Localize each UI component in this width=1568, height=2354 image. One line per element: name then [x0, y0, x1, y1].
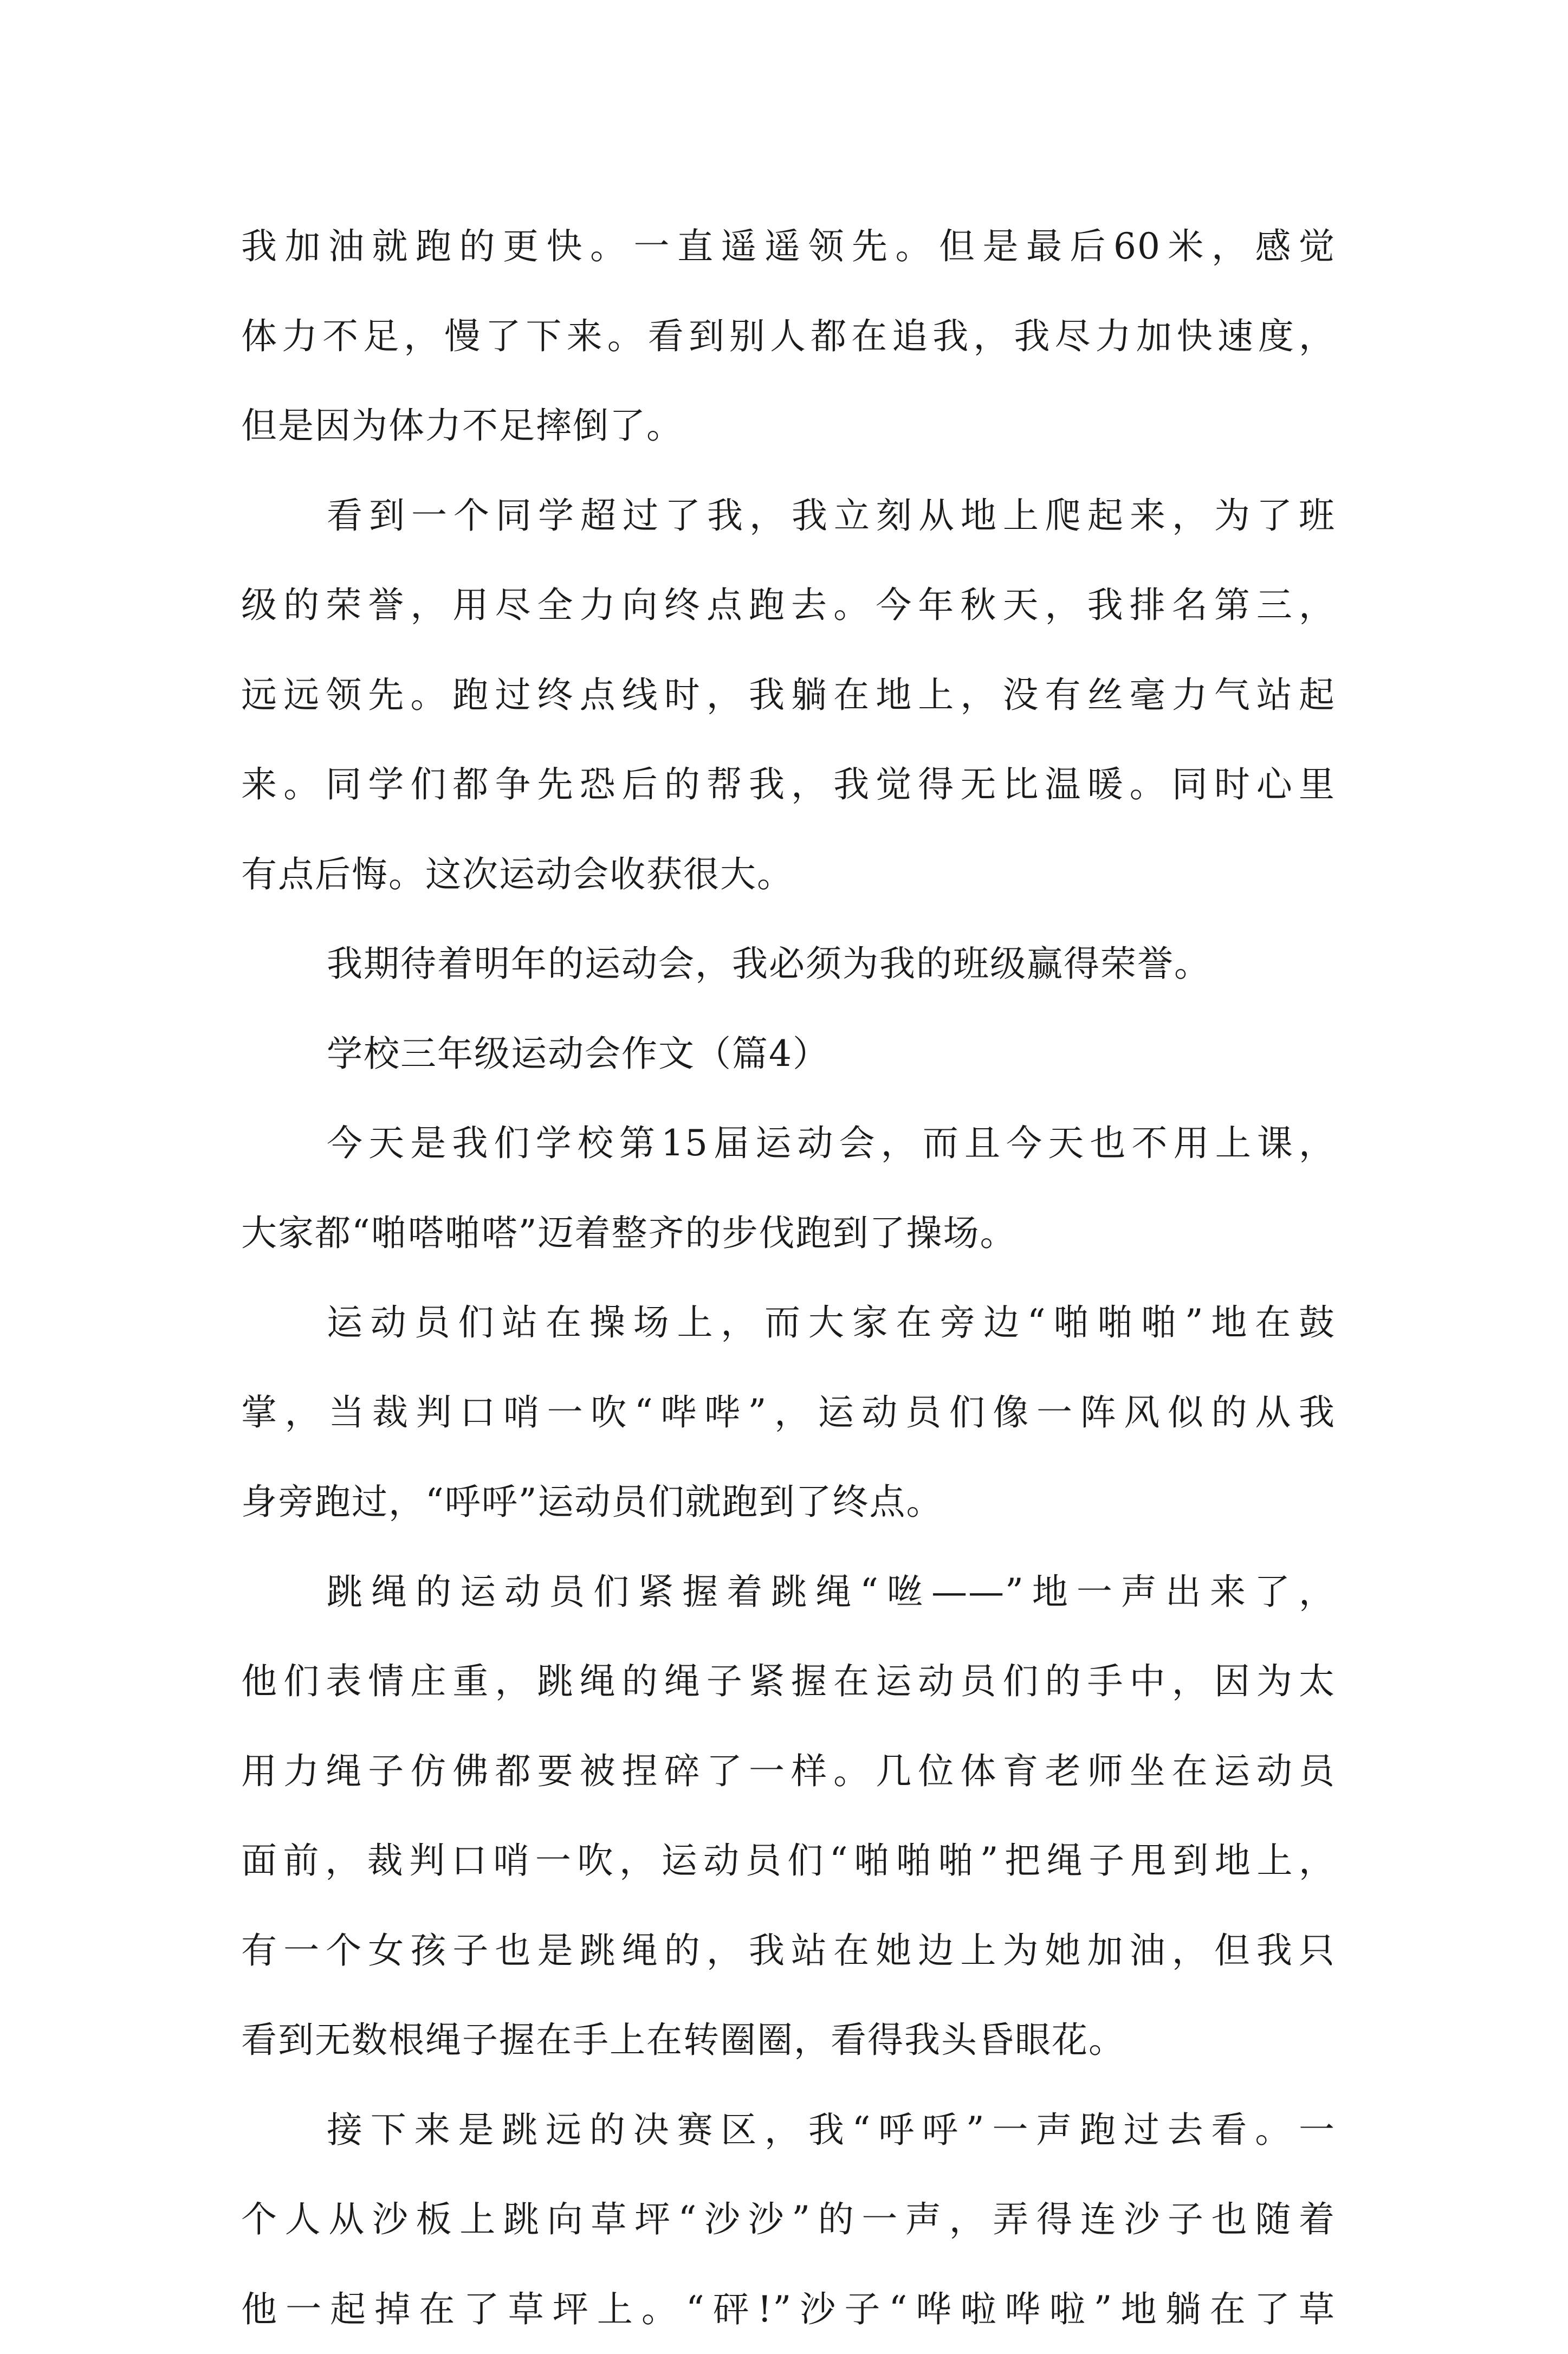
text-line: 体力不足，慢了下来。看到别人都在追我，我尽力加快速度， [241, 292, 1336, 381]
text-line: 大家都“啪嗒啪嗒”迈着整齐的步伐跑到了操场。 [241, 1188, 1336, 1278]
text-line: 个人从沙板上跳向草坪“沙沙”的一声，弄得连沙子也随着 [241, 2175, 1336, 2265]
text-line: 级的荣誉，用尽全力向终点跑去。今年秋天，我排名第三， [241, 560, 1336, 650]
text-line: 运动员们站在操场上，而大家在旁边“啪啪啪”地在鼓 [241, 1278, 1336, 1368]
text-line: 接下来是跳远的决赛区，我“呼呼”一声跑过去看。一 [241, 2085, 1336, 2175]
text-line: 我期待着明年的运动会，我必须为我的班级赢得荣誉。 [241, 919, 1336, 1009]
essay-text [241, 202, 1336, 2354]
text-line: 跳绳的运动员们紧握着跳绳“咝——”地一声出来了， [241, 1547, 1336, 1637]
text-line: 看到一个同学超过了我，我立刻从地上爬起来，为了班 [241, 471, 1336, 561]
text-line: 面前，裁判口哨一吹，运动员们“啪啪啪”把绳子甩到地上， [241, 1816, 1336, 1906]
text-line: 我加油就跑的更快。一直遥遥领先。但是最后60米，感觉 [241, 202, 1336, 292]
text-line: 他一起掉在了草坪上。“砰!”沙子“哗啦哗啦”地躺在了草 [241, 2265, 1336, 2354]
text-line: 学校三年级运动会作文（篇4） [241, 1009, 1336, 1099]
text-line: 来。同学们都争先恐后的帮我，我觉得无比温暖。同时心里 [241, 740, 1336, 830]
text-line: 今天是我们学校第15届运动会，而且今天也不用上课， [241, 1098, 1336, 1188]
text-line: 他们表情庄重，跳绳的绳子紧握在运动员们的手中，因为太 [241, 1637, 1336, 1726]
text-line: 用力绳子仿佛都要被捏碎了一样。几位体育老师坐在运动员 [241, 1726, 1336, 1816]
text-line: 身旁跑过，“呼呼”运动员们就跑到了终点。 [241, 1457, 1336, 1547]
text-line: 看到无数根绳子握在手上在转圈圈，看得我头昏眼花。 [241, 1995, 1336, 2085]
text-line: 掌，当裁判口哨一吹“哔哔”，运动员们像一阵风似的从我 [241, 1368, 1336, 1458]
text-line: 有一个女孩子也是跳绳的，我站在她边上为她加油，但我只 [241, 1906, 1336, 1996]
text-line: 远远领先。跑过终点线时，我躺在地上，没有丝毫力气站起 [241, 650, 1336, 740]
text-line: 有点后悔。这次运动会收获很大。 [241, 830, 1336, 920]
text-line: 但是因为体力不足摔倒了。 [241, 381, 1336, 471]
